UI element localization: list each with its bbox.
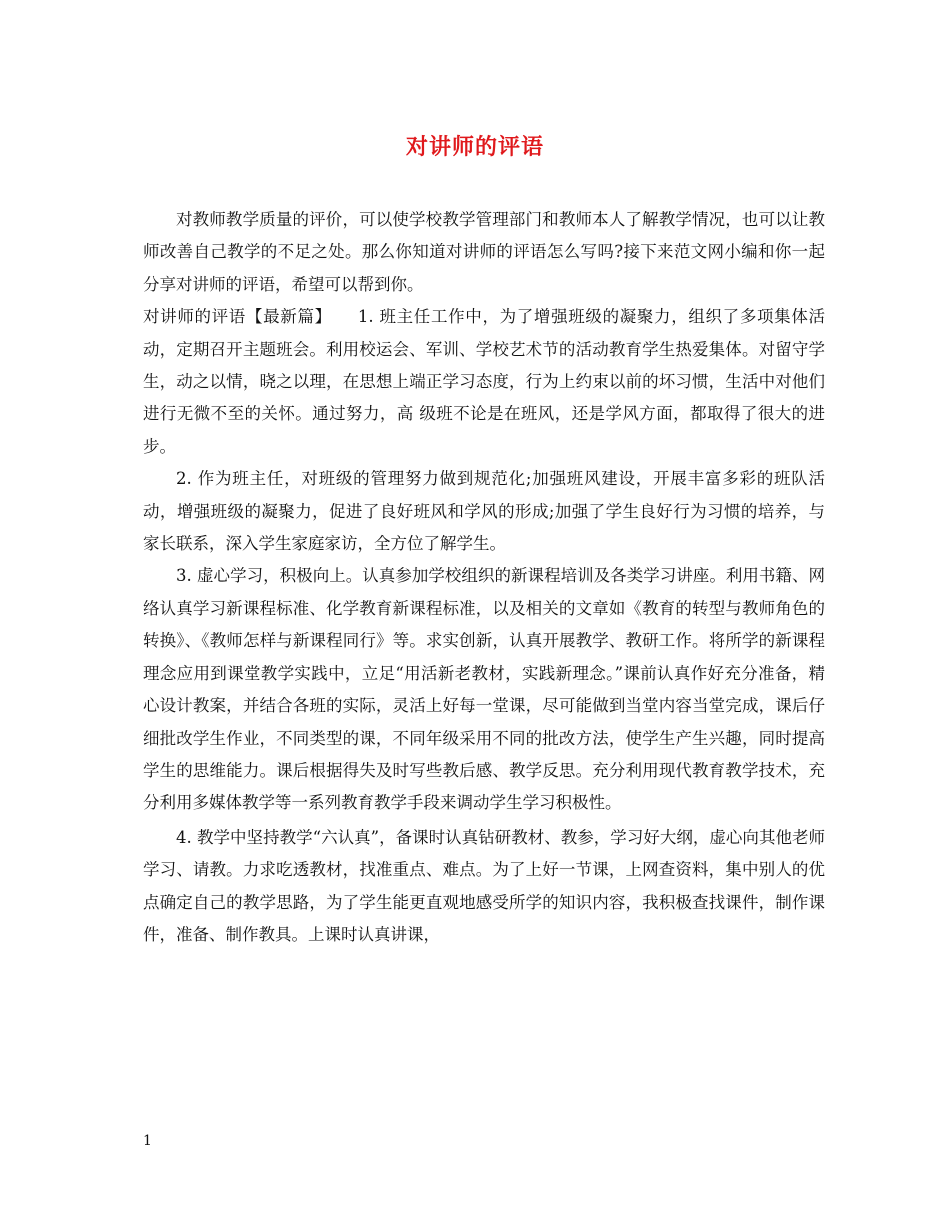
paragraph-item-4: 4. 教学中坚持教学“六认真”，备课时认真钻研教材、教参，学习好大纲，虚心向其他老师学习、请教。力求吃透教材，找准重点、难点。为了上好一节课，上网查资料，集中别人的优点确定自己的教学思路，为了学生能更直观地感受所学的知识内容，我积极查找课件，制作课件，准备、制作教具。上课时认真讲课， [143,827,825,944]
page-number: 1 [143,1133,152,1149]
paragraph-item-1: 对讲师的评语【最新篇】 1. 班主任工作中，为了增强班级的凝聚力，组织了多项集体活动，定期召开主题班会。利用校运会、军训、学校艺术节的活动教育学生热爱集体。对留守学生，动之以情，晓之以理，在思想上端正学习态度，行为上约束以前的坏习惯，生活中对他们进行无微不至的关怀。通过努力，高 级班不论是在班风，还是学风方面，都取得了很大的进步。 [143,307,825,456]
paragraph-intro: 对教师教学质量的评价，可以使学校教学管理部门和教师本人了解教学情况，也可以让教师改善自己教学的不足之处。那么你知道对讲师的评语怎么写吗?接下来范文网小编和你一起分享对讲师的评语，希望可以帮到你。 [143,210,825,294]
paragraph-item-3: 3. 虚心学习，积极向上。认真参加学校组织的新课程培训及各类学习讲座。利用书籍、网络认真学习新课程标准、化学教育新课程标准，以及相关的文章如《教育的转型与教师角色的转换》、《教师怎样与新课程同行》等。求实创新，认真开展教学、教研工作。将所学的新课程理念应用到课堂教学实践中，立足“用活新老教材，实践新理念。”课前认真作好充分准备，精心设计教案，并结合各班的实际，灵活上好每一堂课，尽可能做到当堂内容当堂完成，课后仔细批改学生作业，不同类型的课，不同年级采用不同的批改方法，使学生产生兴趣，同时提高学生的思维能力。课后根据得失及时写些教后感、教学反思。充分利用现代教育教学技术，充分利用多媒体教学等一系列教育教学手段来调动学生学习积极性。 [143,566,825,813]
document-body [143,204,825,951]
document-title: 对讲师的评语 [405,134,544,160]
paragraph-item-2: 2. 作为班主任，对班级的管理努力做到规范化;加强班风建设，开展丰富多彩的班队活动，增强班级的凝聚力，促进了良好班风和学风的形成;加强了学生良好行为习惯的培养，与家长联系，深入学生家庭家访，全方位了解学生。 [143,469,825,554]
